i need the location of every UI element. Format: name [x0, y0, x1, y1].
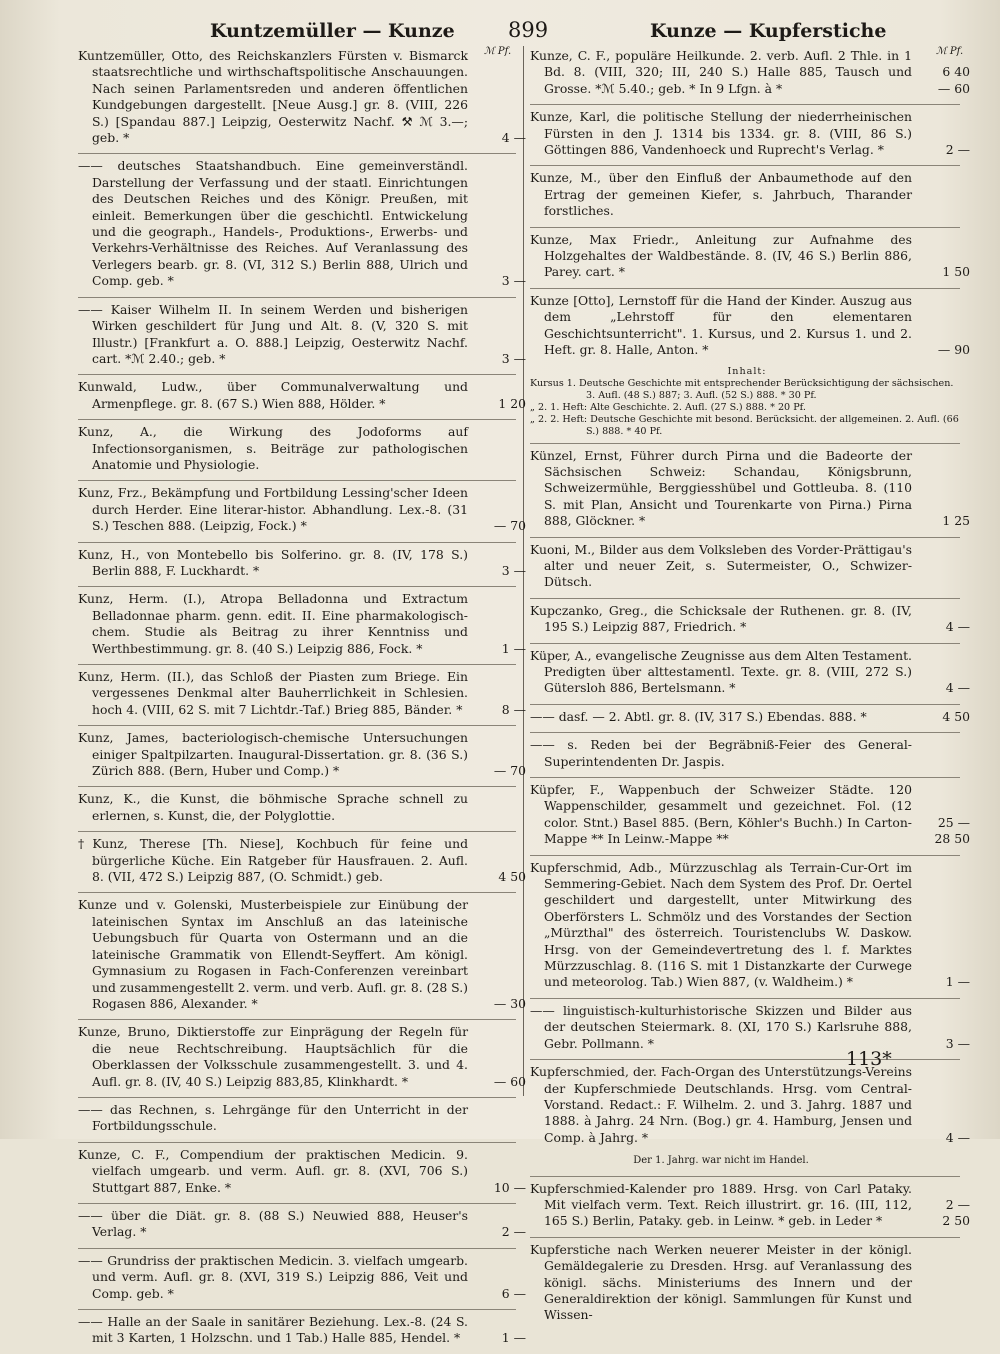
entry-separator [78, 419, 516, 420]
entry-text: Kunz, James, bacteriologisch-chemische Untersuchungen einiger Spaltpilzarten. Inaugural-Dissertation. gr. 8. (36 S.) Zürich 888. (Bern, Huber und Comp.) * [78, 730, 468, 779]
entry-price: 6 40 — 60 [937, 64, 970, 96]
entry-separator [78, 542, 516, 543]
catalog-entry [530, 1181, 970, 1235]
entry-price: 3 — [501, 273, 526, 289]
entry-separator [530, 537, 960, 538]
inhalt-row: Kursus 1. Deutsche Geschichte mit entsprechender Berücksichtigung der sächsischen. 3. Aufl. (48 S.) 887; 3. Aufl. (52 S.) 888. * 30 Pf. [530, 377, 954, 401]
entry-price: 1 — [945, 974, 970, 990]
entry-price: 10 — [493, 1179, 526, 1195]
entry-price: 2 — [945, 142, 970, 158]
entry-price: — 90 [937, 342, 970, 358]
entry-separator [530, 732, 960, 733]
entry-text: Kupferstiche nach Werken neuerer Meister in der königl. Gemäldegalerie zu Dresden. Hrsg. auf Veranlassung des königl. sächs. Ministeriums des Innern und der Generaldirektion der königl. Sammlungen für Kunst und Wissen- [530, 1241, 912, 1323]
entry-price: 1 — [501, 1330, 526, 1346]
entry-text: Kupczanko, Greg., die Schicksale der Ruthenen. gr. 8. (IV, 195 S.) Leipzig 887, Friedrich. * [530, 602, 912, 635]
catalog-entry [530, 782, 970, 853]
entry-text: Kunze, C. F., populäre Heilkunde. 2. verb. Aufl. 2 Thle. in 1 Bd. 8. (VIII, 320; III, 240 S.) Halle 885, Tausch und Grosse. *ℳ 5.40.; geb. * In 9 Lfgn. à * [530, 48, 912, 96]
catalog-entry [530, 1242, 970, 1329]
entry-separator [530, 443, 960, 444]
entry-price: — 30 [493, 995, 526, 1011]
catalog-entry [530, 232, 970, 286]
entry-price: 4 50 [942, 708, 970, 724]
catalog-entry [78, 1024, 526, 1095]
entry-text: Kunze, M., über den Einfluß der Anbaumethode auf den Ertrag der gemeinen Kiefer, s. Jahrbuch, Tharander forstliches. [530, 170, 912, 219]
catalog-entry [78, 379, 526, 417]
entry-price: 4 — [501, 130, 526, 146]
catalog-entry [78, 669, 526, 723]
right-column-part-a [530, 48, 970, 364]
entry-price: — 60 [493, 1073, 526, 1089]
entry-text: Kunze, Bruno, Diktierstoffe zur Einprägung der Regeln für die neue Rechtschreibung. Hauptsächlich für die Oberklassen der Volksschule zusammengestellt. 3. und 4. Aufl. gr. 8. (IV, 40 S.) Leipzig 883,85, Klinkhardt. * [78, 1024, 468, 1089]
catalog-entry [530, 603, 970, 641]
catalog-entry [78, 591, 526, 662]
entry-separator [78, 374, 516, 375]
page-header [0, 16, 1000, 46]
entry-separator [78, 1248, 516, 1249]
catalog-entry [78, 485, 526, 539]
catalog-entry [530, 293, 970, 364]
entry-text: —— das Rechnen, s. Lehrgänge für den Unterricht in der Fortbildungsschule. [78, 1101, 468, 1134]
entry-text: †Kunz, Therese [Th. Niese], Kochbuch für feine und bürgerliche Küche. Ein Ratgeber für Hausfrauen. 2. Aufl. 8. (VII, 472 S.) Leipzig 887, (O. Schmidt.) geb. [78, 836, 468, 885]
entry-text: Kupferschmied, der. Fach-Organ des Unterstützungs-Vereins der Kupferschmiede Deutschlands. Hrsg. vom Central-Vorstand. Redact.: F. Wilhelm. 2. und 3. Jahrg. 1887 und 1888. à Jahrg. 24 Nrn. (Bog.) gr. 4. Hamburg, Jensen und Comp. à Jahrg. * [530, 1064, 912, 1145]
entry-text: —— dasf. — 2. Abtl. gr. 8. (IV, 317 S.) Ebendas. 888. * [530, 708, 867, 724]
entry-separator [530, 598, 960, 599]
entry-separator [78, 1309, 516, 1310]
catalog-entry [78, 48, 526, 151]
entry-price: 2 — 2 50 [942, 1196, 970, 1229]
entry-text: Kunze, C. F., Compendium der praktischen Medicin. 9. vielfach umgearb. und verm. Aufl. gr. 8. (XVI, 706 S.) Stuttgart 887, Enke. * [78, 1146, 468, 1195]
right-column [530, 48, 970, 1331]
entry-text: Kunz, A., die Wirkung des Jodoforms auf Infectionsorganismen, s. Beiträge zur pathologischen Anatomie und Physiologie. [78, 424, 468, 472]
inhalt-row: „ 2. 2. Heft: Deutsche Geschichte mit besond. Berücksicht. der allgemeinen. 2. Aufl. (66 S.) 888. * 40 Pf. [530, 413, 959, 437]
entry-separator [78, 586, 516, 587]
entry-separator [530, 104, 960, 105]
header-right-guide: Kunze — Kupferstiche [650, 20, 887, 42]
entry-separator [530, 165, 960, 166]
entry-price: — 70 [493, 763, 526, 779]
unit-header-right: ℳ Pf. [936, 46, 964, 57]
right-column-part-b [530, 448, 970, 1152]
entry-separator [78, 1203, 516, 1204]
entry-price: 4 50 [498, 869, 526, 885]
page-number: 899 [508, 18, 549, 42]
entry-price: 4 — [945, 619, 970, 635]
entry-separator [78, 1142, 516, 1143]
header-left-guide: Kuntzemüller — Kunze [210, 20, 455, 42]
catalog-entry [78, 547, 526, 585]
catalog-entry [530, 170, 970, 224]
entry-price: 2 — [501, 1224, 526, 1240]
left-column [78, 48, 526, 1354]
catalog-entry [530, 48, 970, 102]
catalog-entry [78, 1253, 526, 1307]
entry-text: —— linguistisch-kulturhistorische Skizzen und Bilder aus der deutschen Steiermark. 8. (XI, 170 S.) Karlsruhe 888, Gebr. Pollmann. * [530, 1002, 912, 1051]
catalog-entry [530, 737, 970, 775]
entry-price: 1 — [501, 640, 526, 656]
entry-separator [78, 1019, 516, 1020]
catalog-entry [530, 709, 970, 730]
entry-text: Kunwald, Ludw., über Communalverwaltung und Armenpflege. gr. 8. (67 S.) Wien 888, Hölder. * [78, 379, 468, 411]
entry-price: 4 — [945, 1129, 970, 1145]
entry-separator [530, 704, 960, 705]
catalog-entry [530, 648, 970, 702]
entry-text: —— über die Diät. gr. 8. (88 S.) Neuwied 888, Heuser's Verlag. * [78, 1207, 468, 1240]
entry-separator [530, 1059, 960, 1060]
entry-text: —— Halle an der Saale in sanitärer Beziehung. Lex.-8. (24 S. mit 3 Karten, 1 Holzschn. und 1 Tab.) Halle 885, Hendel. * [78, 1314, 468, 1346]
entry-text: Kupferschmied-Kalender pro 1889. Hrsg. von Carl Pataky. Mit vielfach verm. Text. Reich illustrirt. gr. 16. (III, 112, 165 S.) Berlin, Pataky. geb. in Leinw. * geb. in Leder * [530, 1180, 912, 1229]
catalog-entry [530, 1003, 970, 1057]
entry-text: —— Kaiser Wilhelm II. In seinem Werden und bisherigen Wirken geschildert für Jung und Alt. 8. (V, 320 S. mit Illustr.) [Frankfurt a. O. 888.] Leipzig, Oesterwitz Nachf. cart. *ℳ 2.40.; geb. * [78, 301, 468, 366]
catalog-entry [78, 1147, 526, 1201]
entry-price: 1 50 [942, 264, 970, 280]
entry-price: 8 — [501, 701, 526, 717]
entry-separator [530, 1176, 960, 1177]
catalog-entry [78, 158, 526, 294]
catalog-entry [530, 109, 970, 163]
unit-header-left: ℳ Pf. [484, 46, 512, 57]
entry-separator [530, 288, 960, 289]
entry-price: 4 — [945, 680, 970, 696]
entry-price: 3 — [501, 562, 526, 578]
catalog-entry [530, 542, 970, 596]
entry-separator [78, 153, 516, 154]
entry-separator [78, 1097, 516, 1098]
catalog-entry [78, 730, 526, 784]
entry-text: —— deutsches Staatshandbuch. Eine gemeinverständl. Darstellung der Verfassung und der staatl. Einrichtungen des Deutschen Reiches und des Königr. Preußen, mit einleit. Bemerkungen über die geschichtl. Entwickelung und die geograph., Handels-, Produktions-, Erwerbs- und Verkehrs-Verhältnisse des Reiches. Auf Veranlassung des Verlegers bearb. gr. 8. (VI, 312 S.) Berlin 888, Ulrich und Comp. geb. * [78, 158, 468, 289]
entry-text: —— s. Reden bei der Begräbniß-Feier des General-Superintendenten Dr. Jaspis. [530, 737, 912, 769]
entry-text: —— Grundriss der praktischen Medicin. 3. vielfach umgearb. und verm. Aufl. gr. 8. (XVI, 319 S.) Leipzig 886, Veit und Comp. geb. * [78, 1252, 468, 1301]
entry-text: Küpfer, F., Wappenbuch der Schweizer Städte. 120 Wappenschilder, gesammelt und gezeichnet. Fol. (12 color. Stnt.) Basel 885. (Bern, Köhler's Buchh.) In Carton-Mappe ** In Leinw.-Mappe ** [530, 782, 912, 847]
entry-separator [530, 998, 960, 999]
entry-text: Kunz, K., die Kunst, die böhmische Sprache schnell zu erlernen, s. Kunst, die, der Polyglottie. [78, 791, 468, 823]
entry-text: Kunze und v. Golenski, Musterbeispiele zur Einübung der lateinischen Syntax im Anschluß an das lateinische Uebungsbuch für Quarta von Ostermann und an die lateinische Grammatik von Ellendt-Seyffert. Am königl. Gymnasium zu Rogasen in Fach-Conferenzen vereinbart und zusammengestellt 2. verm. und verb. Aufl. gr. 8. (28 S.) Rogasen 886, Alexander. * [78, 897, 468, 1011]
entry-separator [530, 777, 960, 778]
entry-text: Kunze, Max Friedr., Anleitung zur Aufnahme des Holzgehaltes der Waldbestände. 8. (IV, 46 S.) Berlin 886, Parey. cart. * [530, 231, 912, 280]
entry-separator [530, 1237, 960, 1238]
entry-separator [78, 480, 516, 481]
entry-price: 6 — [501, 1285, 526, 1301]
entry-text: Kunze [Otto], Lernstoff für die Hand der Kinder. Auszug aus dem „Lehrstoff für den elementaren Geschichtsunterricht". 1. Kursus, und 2. Kursus 1. und 2. Heft. gr. 8. Halle, Anton. * [530, 292, 912, 358]
entry-price: — 70 [493, 518, 526, 534]
entry-text: Kunz, Herm. (I.), Atropa Belladonna und Extractum Belladonnae pharm. genn. edit. II. Eine pharmakologisch-chem. Studie als Beitrag zu ihrer Kenntniss und Werthbestimmung. gr. 8. (40 S.) Leipzig 886, Fock. * [78, 591, 468, 656]
entry-price: 1 20 [498, 395, 526, 411]
catalog-entry [78, 1208, 526, 1246]
entry-separator [78, 725, 516, 726]
catalog-entry [78, 424, 526, 478]
entry-text: Kuoni, M., Bilder aus dem Volksleben des Vorder-Prättigau's alter und neuer Zeit, s. Sutermeister, O., Schwizer-Dütsch. [530, 541, 912, 590]
catalog-entry [78, 791, 526, 829]
catalog-entry [78, 1314, 526, 1352]
catalog-entry [530, 860, 970, 996]
entry-price: 1 25 [942, 513, 970, 529]
entry-separator [78, 831, 516, 832]
catalog-entry [530, 448, 970, 535]
entry-separator [530, 643, 960, 644]
entry-text: Küper, A., evangelische Zeugnisse aus dem Alten Testament. Predigten über alttestamentl. Texte. gr. 8. (VIII, 272 S.) Gütersloh 886, Bertelsmann. * [530, 647, 912, 696]
entry-text: Kunz, H., von Montebello bis Solferino. gr. 8. (IV, 178 S.) Berlin 888, F. Luckhardt. * [78, 546, 468, 578]
entry-text: Kunze, Karl, die politische Stellung der niederrheinischen Fürsten in den J. 1314 bis 1334. gr. 8. (VIII, 86 S.) Göttingen 886, Vandenhoeck und Ruprecht's Verlag. * [530, 109, 912, 158]
entry-text: Kunz, Frz., Bekämpfung und Fortbildung Lessing'scher Ideen durch Herder. Eine literar-histor. Abhandlung. Lex.-8. (31 S.) Teschen 888. (Leipzig, Fock.) * [78, 485, 468, 534]
entry-separator [530, 227, 960, 228]
right-column-part-c [530, 1181, 970, 1329]
entry-separator [78, 297, 516, 298]
inhalt-block [530, 366, 970, 442]
catalog-entry [78, 302, 526, 373]
catalog-entry [530, 1064, 970, 1151]
entry-separator [78, 664, 516, 665]
entry-text: Künzel, Ernst, Führer durch Pirna und die Badeorte der Sächsischen Schweiz: Schandau, Königsbrunn, Schweizermühle, Berggiesshübel und Gottleuba. 8. (110 S. mit Plan, Ansicht und Tourenkarte von Pirna.) Pirna 888, Glöckner. * [530, 447, 912, 529]
entry-note: Der 1. Jahrg. war nicht im Handel. [633, 1155, 809, 1167]
catalog-entry [78, 836, 526, 890]
entry-separator [530, 855, 960, 856]
entry-price: 3 — [501, 350, 526, 366]
entry-separator [78, 786, 516, 787]
catalog-entry [78, 897, 526, 1017]
entry-price: 3 — [945, 1035, 970, 1051]
inhalt-row: „ 2. 1. Heft: Alte Geschichte. 2. Aufl. (27 S.) 888. * 20 Pf. [530, 401, 806, 413]
signature-mark: 113* [846, 1048, 892, 1070]
entry-price: 25 — 28 50 [934, 814, 970, 847]
entry-text: Kuntzemüller, Otto, des Reichskanzlers Fürsten v. Bismarck staatsrechtliche und wirthschaftspolitische Anschauungen. Nach seinen Parlamentsreden und anderen öffentlichen Kundgebungen dargestellt. [Neue Ausg.] gr. 8. (VIII, 226 S.) [Spandau 887.] Leipzig, Oesterwitz Nachf. ⚒ ℳ 3.—; geb. * [78, 48, 468, 146]
catalog-entry [78, 1102, 526, 1140]
entry-separator [78, 892, 516, 893]
entry-text: Kunz, Herm. (II.), das Schloß der Piasten zum Briege. Ein vergessenes Denkmal alter Bauherrlichkeit in Schlesien. hoch 4. (VIII, 62 S. mit 7 Lichtdr.-Taf.) Brieg 885, Bänder. * [78, 669, 468, 717]
entry-text: Kupferschmid, Adb., Mürzzuschlag als Terrain-Cur-Ort im Semmering-Gebiet. Nach dem System des Prof. Dr. Oertel geschildert und dargestellt, unter Mitwirkung des Oberförsters L. Schmölz und des Vorstandes der Section „Mürzthal" des österreich. Touristenclubs W. Daskow. Hrsg. von der Gemeindevertretung des l. f. Marktes Mürzzuschlag. 8. (116 S. mit 1 Distanzkarte der Curwege und meteorolog. Tab.) Wien 887, (v. Waldheim.) * [530, 859, 912, 990]
inhalt-title: Inhalt: [727, 365, 767, 377]
